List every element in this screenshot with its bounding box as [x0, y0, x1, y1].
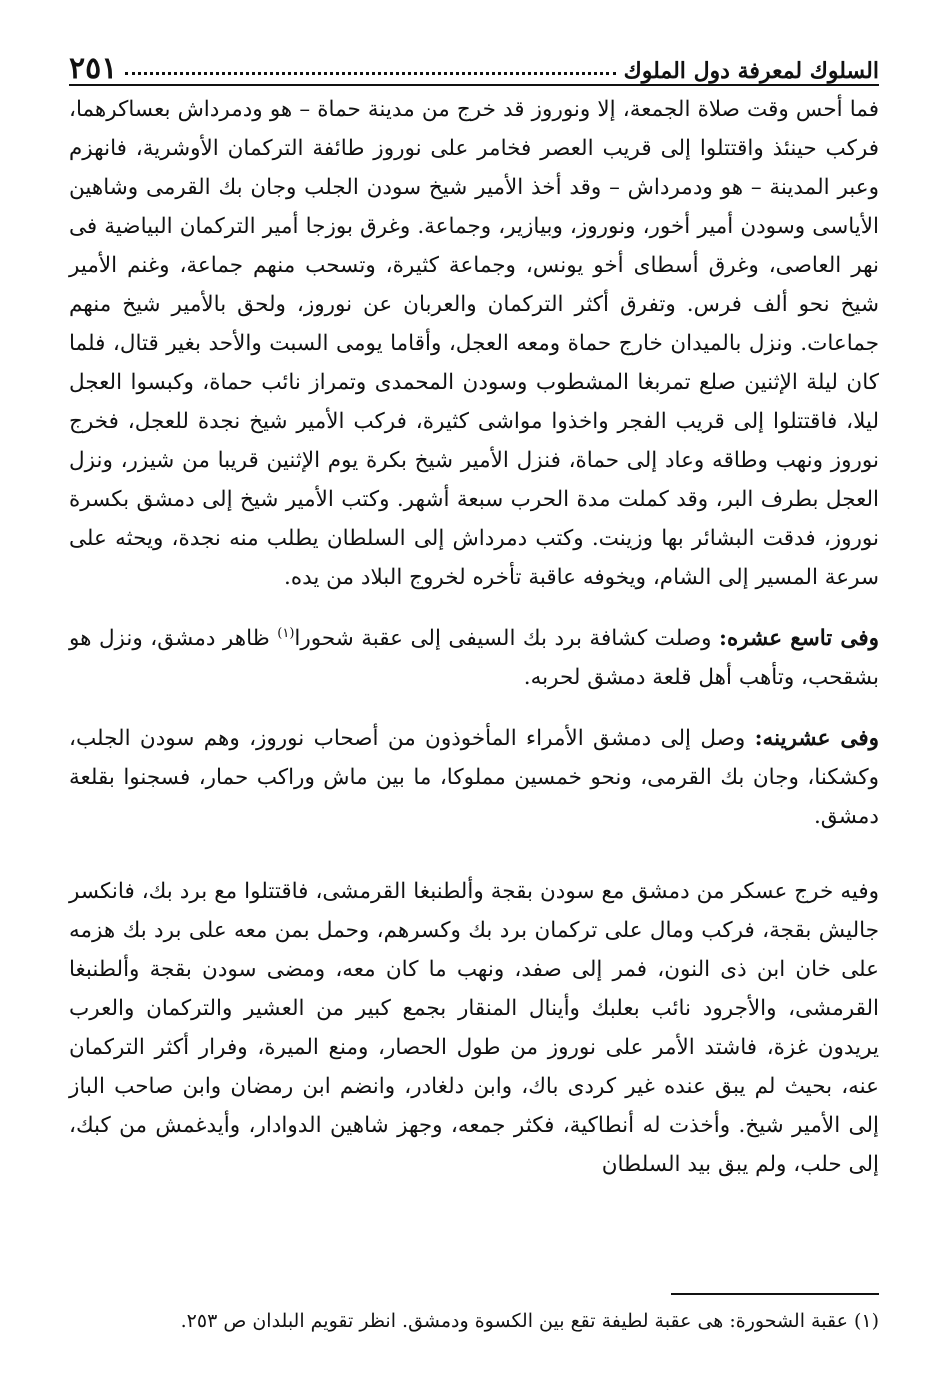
footnote-separator [671, 1293, 879, 1295]
page-number: ٢٥١ [69, 51, 118, 86]
paragraph-4: وفيه خرج عسكر من دمشق مع سودن بقجة وألطنبغا القرمشى، فاقتتلوا مع برد بك، فانكسر جاليش بقجة، فركب ومال على تركمان برد بك وكسرهم، وحمل بمن معه على برد بك هزمه على خان ابن ذى النون، فمر إلى صفد، ونهب ما كان معه، ومضى سودن بقجة وألطنبغا القرمشى، والأجرود نائب بعلبك وأينال المنقار بجمع كبير من العشير والتركمان والعرب يريدون غزة، فاشتد الأمر على نوروز من طول الحصار، ومنع الميرة، وفرار أكثر التركمان عنه، بحيث لم يبق عنده غير كردى باك، وابن دلغادر، وانضم ابن رمضان وابن صاحب الباز إلى الأمير شيخ. وأخذت له أنطاكية، فكثر جمعه، وجهز شاهين الدوادار، وأيدغمش من كبك، إلى حلب، ولم يبق بيد السلطان [69, 879, 879, 1177]
paragraph-1: فما أحس وقت صلاة الجمعة، إلا ونوروز قد خرج من مدينة حماة – هو ودمرداش بعساكرهما، فركب حينئذ واقتتلوا إلى قريب العصر فخامر على نوروز طائفة التركمان الأوشرية، فانهزم وعبر المدينة – هو ودمرداش – وقد أخذ الأمير شيخ سودن الجلب وجان بك القرمى وشاهين الأياسى وسودن أمير أخور، ونوروز، وبيازير، وجماعة. وغرق بوزجا أمير التركمان البياضية فى نهر العاصى، وغرق أسطاى أخو يونس، وجماعة كثيرة، وتسحب منهم جماعة، وغنم الأمير شيخ نحو ألف فرس. وتفرق أكثر التركمان والعربان عن نوروز، ولحق بالأمير شيخ منهم جماعات. ونزل بالميدان خارج حماة ومعه العجل، وأقاما يومى السبت والأحد بغير قتال، فلما كان ليلة الإثنين صلع تمربغا المشطوب وسودن المحمدى وتمراز نائب حماة، وكبسوا العجل ليلا، فاقتتلوا إلى قريب الفجر واخذوا مواشى كثيرة، فركب الأمير شيخ نجدة للعجل، فخرج نوروز ونهب وطاقه وعاد إلى حماة، فنزل الأمير شيخ بكرة يوم الإثنين قريبا من شيزر، ونزل العجل بطرف البر، وقد كملت مدة الحرب سبعة أشهر. وكتب الأمير شيخ إلى دمشق بكسرة نوروز، فدقت البشائر بها وزينت. وكتب دمرداش إلى السلطان يطلب منه نجدة، ويحثه على سرعة المسير إلى الشام، ويخوفه عاقبة تأخره لخروج البلاد من يده. [69, 97, 879, 590]
paragraph-3 [69, 719, 879, 836]
dotted-leader [125, 71, 615, 75]
paragraph-3-text: وصل إلى دمشق الأمراء المأخوذون من أصحاب نوروز، وهم سودن الجلب، وكشكنا، وجان بك القرمى، ونحو خمسين مملوكا، ما بين ماش وراكب حمار، فسجنوا بقلعة دمشق. [69, 726, 879, 829]
footnote-reference[interactable]: (١) [277, 625, 295, 641]
paragraph-2-lead: وفى تاسع عشره: [719, 626, 879, 651]
main-text [69, 90, 879, 1184]
paragraph-2 [69, 619, 879, 697]
running-title: السلوك لمعرفة دول الملوك [623, 58, 879, 84]
footnote: (١) عقبة الشحورة: هى عقبة لطيفة تقع بين الكسوة ودمشق. انظر تقويم البلدان ص ٢٥٣. [180, 1310, 879, 1332]
paragraph-3-lead: وفى عشرينه: [754, 726, 879, 751]
paragraph-2-text-end: ظاهر دمشق، ونزل هو بشقحب، وتأهب أهل قلعة دمشق لحربه. [69, 626, 879, 690]
paragraph-2-text: وصلت كشافة برد بك السيفى إلى عقبة شحورا [294, 626, 720, 651]
running-header [69, 40, 879, 86]
